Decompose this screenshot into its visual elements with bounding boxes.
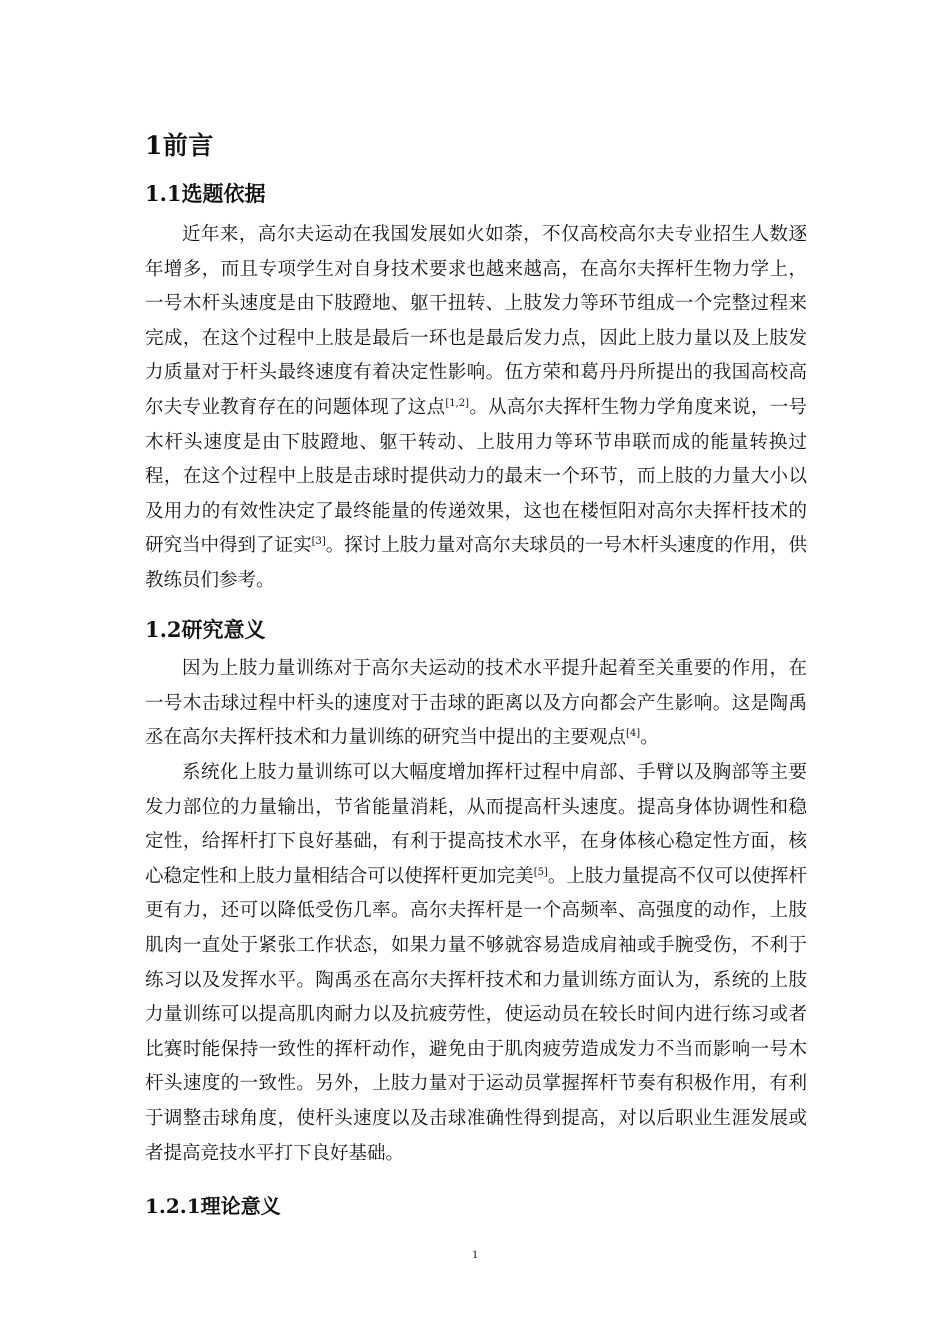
paragraph-text: 系统化上肢力量训练可以大幅度增加挥杆过程中肩部、手臂以及胸部等主要发力部位的力量输出，节省能量消耗，从而提高杆头速度。提高身体协调性和稳定性，给挥杆打下良好基础，有利于提高技术水平，在身体核心稳定性方面，核心稳定性和上肢力量相结合可以使挥杆更加完美: [145, 762, 807, 887]
chapter-heading: 1前言: [145, 131, 214, 160]
citation-ref: [4]: [626, 728, 641, 740]
paragraph-text: 因为上肢力量训练对于高尔夫运动的技术水平提升起着至关重要的作用，在一号木击球过程中杆头的速度对于击球的距离以及方向都会产生影响。这是陶禹丞在高尔夫挥杆技术和力量训练的研究当中提出的主要观点: [145, 658, 807, 749]
citation-ref: [5]: [533, 866, 548, 878]
paragraph-text: 近年来，高尔夫运动在我国发展如火如荼，不仅高校高尔夫专业招生人数逐年增多，而且专项学生对自身技术要求也越来越高，在高尔夫挥杆生物力学上，一号木杆头速度是由下肢蹬地、躯干扭转、上肢发力等环节组成一个完整过程来完成，在这个过程中上肢是最后一环也是最后发力点，因此上肢力量以及上肢发力质量对于杆头最终速度有着决定性影响。伍方荣和葛丹丹所提出的我国高校高尔夫专业教育存在的问题体现了这点: [145, 224, 807, 418]
section-heading-1-1: 1.1选题依据: [145, 181, 266, 206]
section-heading-1-2: 1.2研究意义: [145, 617, 266, 642]
paragraph-text: 。从高尔夫挥杆生物力学角度来说，一号木杆头速度是由下肢蹬地、躯干转动、上肢用力等环节串联而成的能量转换过程，在这个过程中上肢是击球时提供动力的最末一个环节，而上肢的力量大小以及用力的有效性决定了最终能量的传递效果，这也在楼恒阳对高尔夫挥杆技术的研究当中得到了证实: [145, 396, 807, 557]
paragraph-significance-2: [145, 756, 807, 1171]
citation-ref: [1,2]: [445, 397, 470, 409]
paragraph-selection-basis: [145, 218, 807, 599]
page-number: 1: [472, 1247, 478, 1261]
paragraph-text: 。探讨上肢力量对高尔夫球员的一号木杆头速度的作用，供教练员们参考。: [145, 535, 807, 591]
citation-ref: [3]: [311, 536, 326, 548]
paragraph-text: 。: [640, 727, 659, 749]
paragraph-text: 。上肢力量提高不仅可以使挥杆更有力，还可以降低受伤几率。高尔夫挥杆是一个高频率、高强度的动作，上肢肌肉一直处于紧张工作状态，如果力量不够就容易造成肩袖或手腕受伤，不利于练习以及发挥水平。陶禹丞在高尔夫挥杆技术和力量训练方面认为，系统的上肢力量训练可以提高肌肉耐力以及抗疲劳性，使运动员在较长时间内进行练习或者比赛时能保持一致性的挥杆动作，避免由于肌肉疲劳造成发力不当而影响一号木杆头速度的一致性。另外，上肢力量对于运动员掌握挥杆节奏有积极作用，有利于调整击球角度，使杆头速度以及击球准确性得到提高，对以后职业生涯发展或者提高竞技水平打下良好基础。: [145, 865, 807, 1164]
section-heading-1-2-1: 1.2.1理论意义: [145, 1194, 281, 1218]
paragraph-significance-1: [145, 652, 807, 756]
